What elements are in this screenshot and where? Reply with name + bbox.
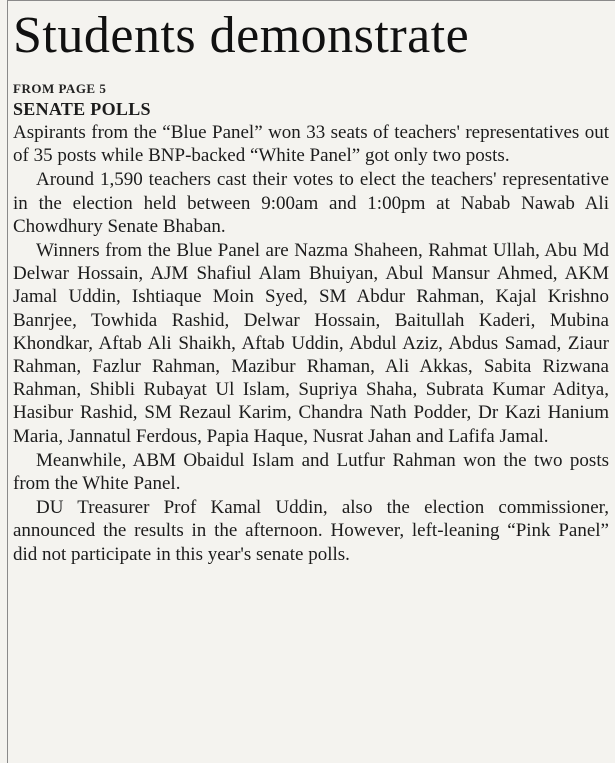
top-border-rule xyxy=(7,0,615,1)
headline: Students demonstrate xyxy=(13,7,470,64)
paragraph-5: DU Treasurer Prof Kamal Uddin, also the election commissioner, announced the results in the afternoon. However, left-leaning “Pink Panel” did not participate in this year's senate polls. xyxy=(13,497,609,565)
section-subhead: SENATE POLLS xyxy=(13,99,151,119)
paragraph-4: Meanwhile, ABM Obaidul Islam and Lutfur Rahman won the two posts from the White Panel. xyxy=(13,449,609,495)
paragraph-2: Around 1,590 teachers cast their votes to elect the teachers' representative in the election held between 9:00am and 1:00pm at Nabab Nawab Ali Chowdhury Senate Bhaban. xyxy=(13,169,609,237)
paragraph-3: Winners from the Blue Panel are Nazma Shaheen, Rahmat Ullah, Abu Md Delwar Hossain, AJM Shafiul Alam Bhuiyan, Abul Mansur Ahmed, AKM Jamal Uddin, Ishtiaque Moin Syed, SM Abdur Rahman, Kajal Krishno Banrjee, Towhida Rashid, Delwar Hossain, Baitullah Kaderi, Mubina Khondkar, Aftab Ali Shaikh, Aftab Uddin, Abdul Aziz, Abdus Samad, Ziaur Rahman, Fazlur Rahman, Mazibur Rhaman, Ali Akkas, Sabita Rizwana Rahman, Shibli Rubayat Ul Islam, Supriya Shaha, Subrata Kumar Aditya, Hasibur Rashid, SM Rezaul Karim, Chandra Nath Podder, Dr Kazi Hanium Maria, Jannatul Ferdous, Papia Haque, Nusrat Jahan and Lafifa Jamal. xyxy=(13,240,609,447)
article-body xyxy=(13,6,609,566)
paragraph-1: Aspirants from the “Blue Panel” won 33 seats of teachers' representatives out of 35 posts while BNP-backed “White Panel” got only two posts. xyxy=(13,122,609,167)
continuation-kicker: FROM PAGE 5 xyxy=(13,81,107,96)
left-column-rule xyxy=(7,0,8,763)
